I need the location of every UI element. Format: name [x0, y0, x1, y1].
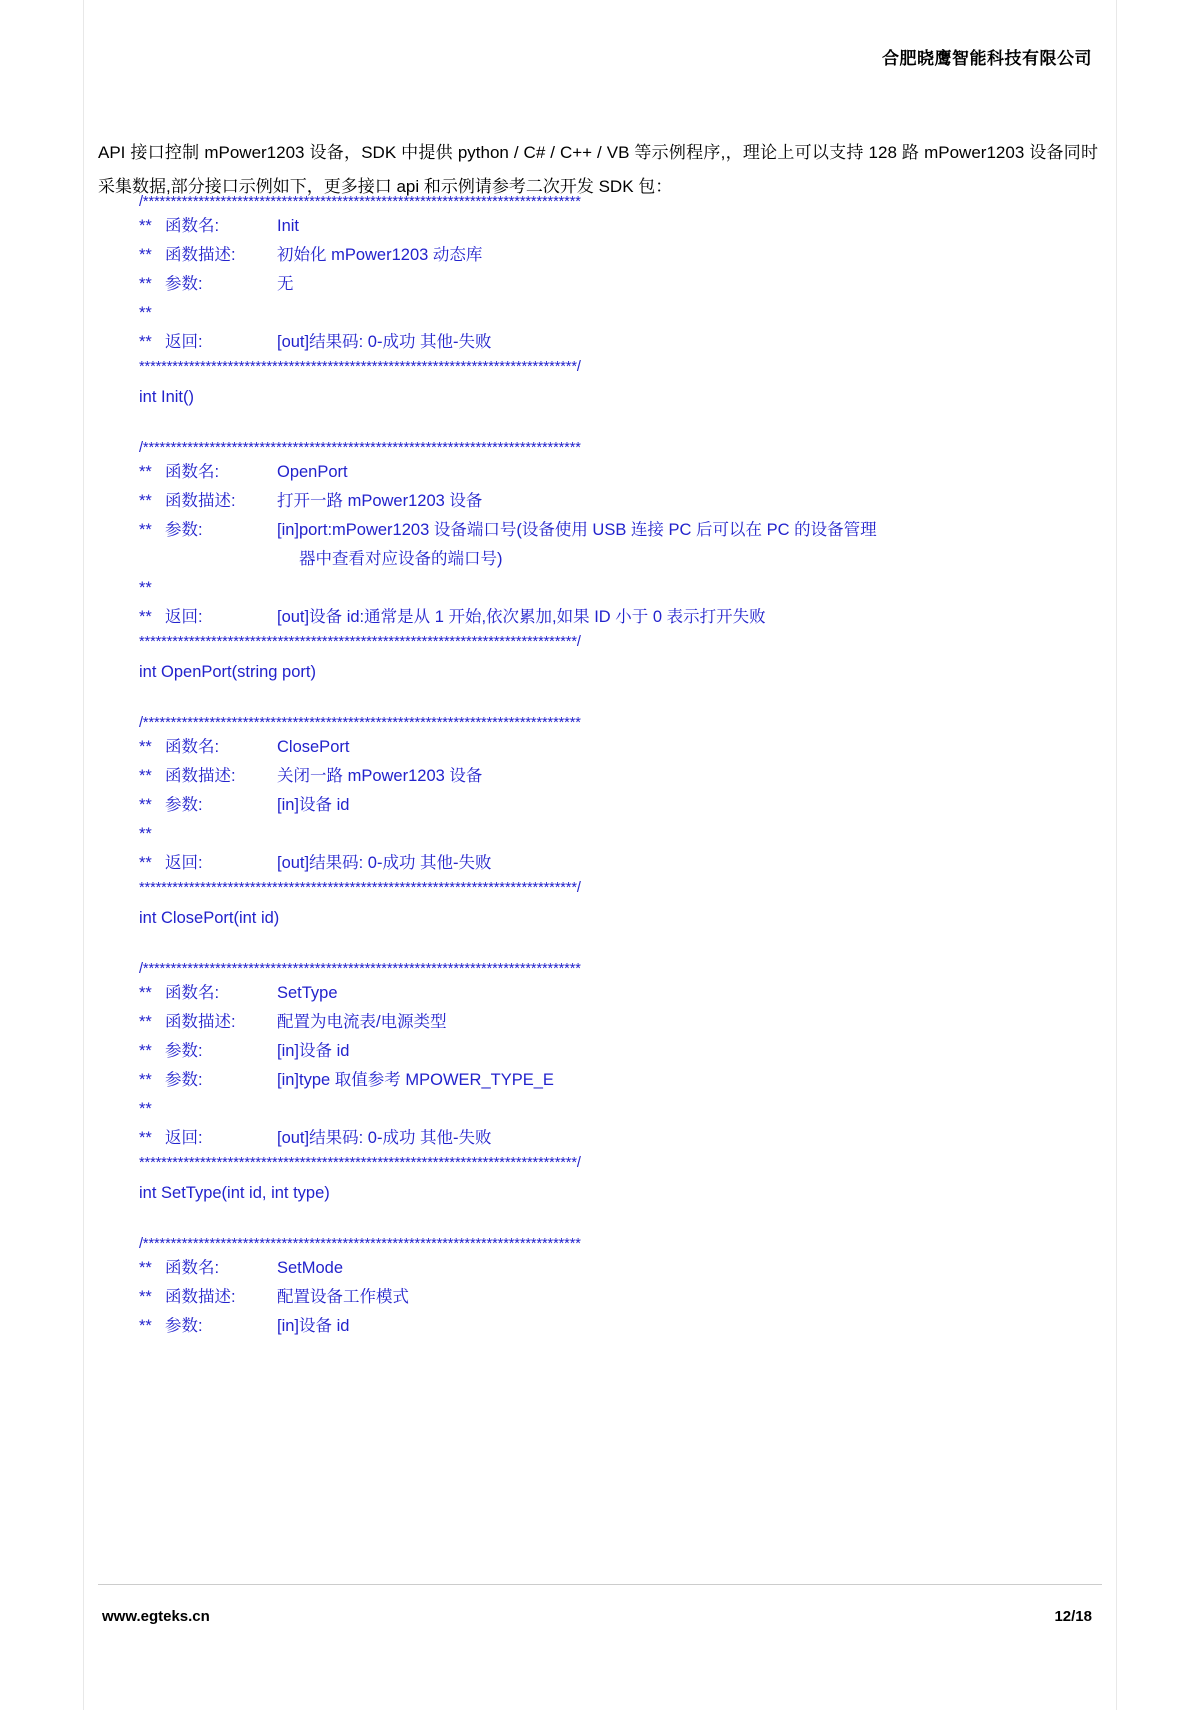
field-label-param: 参数:	[165, 1071, 203, 1089]
api-signature: int SetType(int id, int type)	[139, 1184, 330, 1202]
api-field-blank	[139, 820, 1089, 849]
star-prefix: **	[139, 463, 152, 481]
field-label-name: 函数名:	[165, 217, 220, 235]
field-value-name: ClosePort	[277, 738, 350, 756]
comment-open-stars: /*******************************************************************************	[139, 961, 581, 977]
field-label-desc: 函数描述:	[165, 246, 236, 264]
star-prefix: **	[139, 1288, 152, 1306]
api-field-name	[139, 733, 1089, 762]
api-block-setmode	[139, 1234, 1089, 1341]
star-prefix: **	[139, 1042, 152, 1060]
star-prefix: **	[139, 521, 152, 539]
api-field-name	[139, 212, 1089, 241]
field-value-param: [in]port:mPower1203 设备端口号(设备使用 USB 连接 PC 后可以在 PC 的设备管理	[277, 521, 877, 539]
field-label-return: 返回:	[165, 333, 203, 351]
api-signature: int Init()	[139, 388, 195, 406]
api-field-param	[139, 270, 1089, 299]
star-prefix: **	[139, 217, 152, 235]
api-block-settype	[139, 959, 1089, 1208]
star-prefix: **	[139, 825, 152, 843]
api-field-param-2	[139, 1066, 1089, 1095]
star-prefix: **	[139, 767, 152, 785]
star-prefix: **	[139, 1259, 152, 1277]
field-value-desc: 打开一路 mPower1203 设备	[277, 492, 483, 510]
field-value-desc: 配置设备工作模式	[277, 1288, 409, 1306]
field-label-desc: 函数描述:	[165, 1288, 236, 1306]
page-header-company: 合肥晓鹰智能科技有限公司	[882, 49, 1092, 68]
field-label-name: 函数名:	[165, 738, 220, 756]
api-field-return	[139, 849, 1089, 878]
field-label-desc: 函数描述:	[165, 492, 236, 510]
api-block-openport	[139, 438, 1089, 687]
api-field-param	[139, 791, 1089, 820]
star-prefix: **	[139, 738, 152, 756]
api-signature: int ClosePort(int id)	[139, 909, 280, 927]
intro-paragraph: API 接口控制 mPower1203 设备，SDK 中提供 python / C# / C++ / VB 等示例程序,，理论上可以支持 128 路 mPower1203 设备同时采集数据,部分接口示例如下，更多接口 api 和示例请参考二次开发 SDK 包：	[98, 143, 1098, 196]
star-prefix: **	[139, 1071, 152, 1089]
comment-close-stars: *******************************************************************************/	[139, 634, 581, 650]
api-field-blank	[139, 1095, 1089, 1124]
star-prefix: **	[139, 1129, 152, 1147]
api-field-name	[139, 979, 1089, 1008]
field-label-return: 返回:	[165, 608, 203, 626]
api-field-desc	[139, 762, 1089, 791]
star-prefix: **	[139, 579, 152, 597]
field-label-return: 返回:	[165, 854, 203, 872]
field-value-desc: 初始化 mPower1203 动态库	[277, 246, 483, 264]
field-label-param: 参数:	[165, 796, 203, 814]
field-value-name: SetType	[277, 984, 338, 1002]
comment-close-stars: *******************************************************************************/	[139, 359, 581, 375]
api-field-param	[139, 1037, 1089, 1066]
field-value-desc: 配置为电流表/电源类型	[277, 1013, 447, 1031]
footer-page-number: 12/18	[1054, 1608, 1092, 1625]
field-value-param: [in]设备 id	[277, 1317, 350, 1335]
api-field-param	[139, 516, 1089, 545]
star-prefix: **	[139, 984, 152, 1002]
api-field-desc	[139, 487, 1089, 516]
field-label-param: 参数:	[165, 275, 203, 293]
api-field-desc	[139, 1008, 1089, 1037]
api-block-closeport	[139, 713, 1089, 933]
comment-open-stars: /*******************************************************************************	[139, 440, 581, 456]
field-label-desc: 函数描述:	[165, 1013, 236, 1031]
api-field-name	[139, 458, 1089, 487]
star-prefix: **	[139, 246, 152, 264]
field-value-return: [out]设备 id:通常是从 1 开始,依次累加,如果 ID 小于 0 表示打开失败	[277, 608, 766, 626]
field-label-param: 参数:	[165, 1042, 203, 1060]
comment-open-stars: /*******************************************************************************	[139, 715, 581, 731]
field-value-param: [in]设备 id	[277, 796, 350, 814]
field-value-return: [out]结果码: 0-成功 其他-失败	[277, 854, 492, 872]
comment-close-stars: *******************************************************************************/	[139, 880, 581, 896]
api-field-param-continued	[139, 545, 1089, 574]
api-field-return	[139, 603, 1089, 632]
footer-website: www.egteks.cn	[102, 1608, 210, 1625]
footer-divider	[98, 1584, 1102, 1585]
api-field-desc	[139, 241, 1089, 270]
api-field-blank	[139, 299, 1089, 328]
api-signature: int OpenPort(string port)	[139, 663, 316, 681]
star-prefix: **	[139, 275, 152, 293]
field-value-return: [out]结果码: 0-成功 其他-失败	[277, 1129, 492, 1147]
field-value-param: 无	[277, 275, 294, 293]
star-prefix: **	[139, 796, 152, 814]
star-prefix: **	[139, 1013, 152, 1031]
star-prefix: **	[139, 1317, 152, 1335]
field-label-param: 参数:	[165, 521, 203, 539]
star-prefix: **	[139, 608, 152, 626]
field-label-desc: 函数描述:	[165, 767, 236, 785]
star-prefix: **	[139, 333, 152, 351]
star-prefix: **	[139, 304, 152, 322]
field-value-param-cont: 器中查看对应设备的端口号)	[299, 550, 503, 568]
api-field-desc	[139, 1283, 1089, 1312]
api-block-init	[139, 192, 1089, 412]
field-label-name: 函数名:	[165, 463, 220, 481]
field-value-param: [in]type 取值参考 MPOWER_TYPE_E	[277, 1071, 554, 1089]
field-value-name: OpenPort	[277, 463, 348, 481]
api-code-block	[139, 192, 1089, 1367]
field-value-name: SetMode	[277, 1259, 344, 1277]
api-field-return	[139, 328, 1089, 357]
field-label-name: 函数名:	[165, 984, 220, 1002]
api-field-blank	[139, 574, 1089, 603]
star-prefix: **	[139, 1100, 152, 1118]
field-label-param: 参数:	[165, 1317, 203, 1335]
field-label-return: 返回:	[165, 1129, 203, 1147]
star-prefix: **	[139, 854, 152, 872]
field-value-return: [out]结果码: 0-成功 其他-失败	[277, 333, 492, 351]
field-label-name: 函数名:	[165, 1259, 220, 1277]
comment-close-stars: *******************************************************************************/	[139, 1155, 581, 1171]
indent-spacer	[139, 545, 299, 574]
field-value-param: [in]设备 id	[277, 1042, 350, 1060]
star-prefix: **	[139, 492, 152, 510]
field-value-desc: 关闭一路 mPower1203 设备	[277, 767, 483, 785]
api-field-name	[139, 1254, 1089, 1283]
api-field-return	[139, 1124, 1089, 1153]
page-sheet	[84, 0, 1116, 1710]
field-value-name: Init	[277, 217, 300, 235]
comment-open-stars: /*******************************************************************************	[139, 194, 581, 210]
api-field-param	[139, 1312, 1089, 1341]
comment-open-stars: /*******************************************************************************	[139, 1236, 581, 1252]
